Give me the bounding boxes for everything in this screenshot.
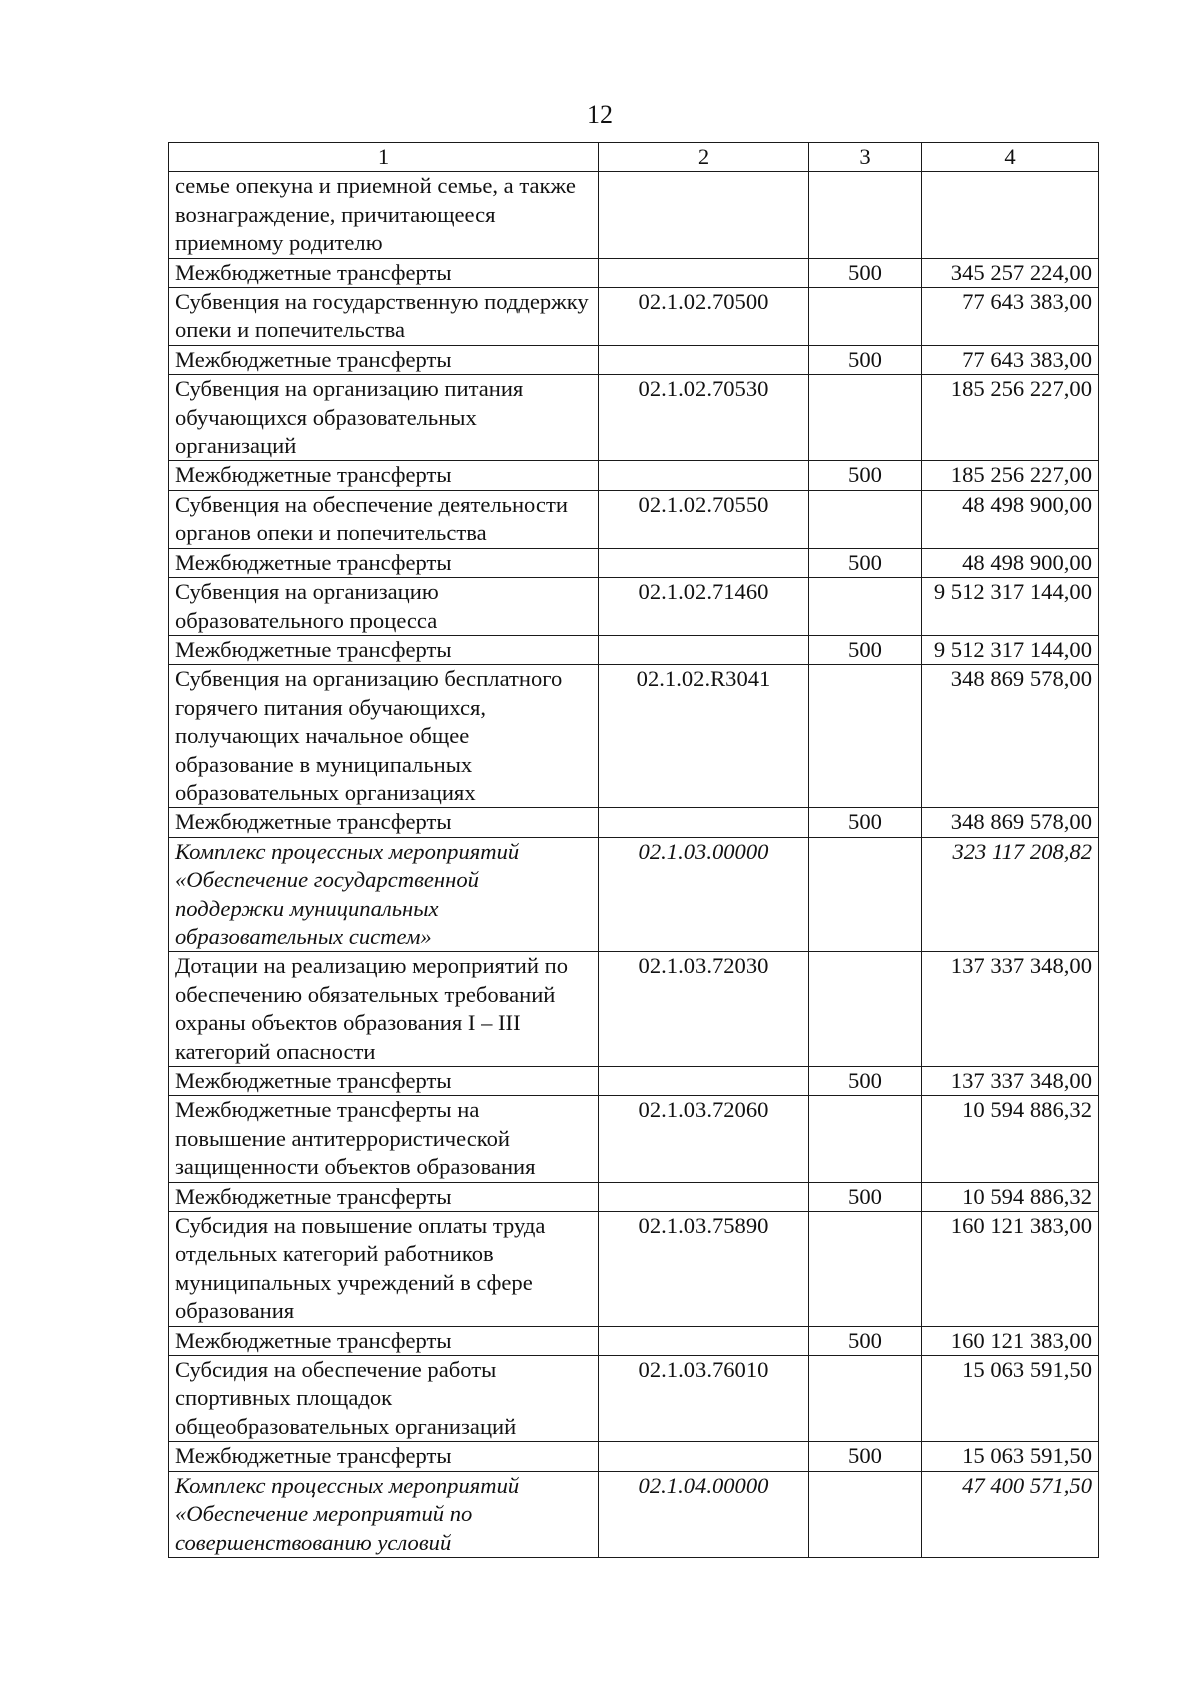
row-code-cell: 02.1.02.70500 bbox=[599, 288, 809, 346]
row-code-cell bbox=[599, 635, 809, 664]
row-type-cell bbox=[809, 490, 922, 548]
row-amount-cell: 185 256 227,00 bbox=[922, 375, 1099, 461]
row-code-cell: 02.1.03.76010 bbox=[599, 1356, 809, 1442]
budget-table bbox=[168, 142, 1099, 1558]
row-name-cell: Межбюджетные трансферты bbox=[169, 1182, 599, 1211]
row-type-cell: 500 bbox=[809, 1442, 922, 1471]
table-row bbox=[169, 837, 1099, 952]
table-row bbox=[169, 578, 1099, 636]
row-code-cell: 02.1.02.70550 bbox=[599, 490, 809, 548]
table-row bbox=[169, 375, 1099, 461]
row-code-cell: 02.1.03.72030 bbox=[599, 952, 809, 1067]
row-amount-cell: 48 498 900,00 bbox=[922, 490, 1099, 548]
row-code-cell bbox=[599, 548, 809, 577]
table-row bbox=[169, 1356, 1099, 1442]
row-type-cell bbox=[809, 837, 922, 952]
row-code-cell: 02.1.03.00000 bbox=[599, 837, 809, 952]
page-number: 12 bbox=[587, 100, 613, 129]
row-amount-cell: 15 063 591,50 bbox=[922, 1442, 1099, 1471]
row-type-cell bbox=[809, 578, 922, 636]
row-type-cell: 500 bbox=[809, 461, 922, 490]
row-amount-cell: 10 594 886,32 bbox=[922, 1096, 1099, 1182]
row-amount-cell: 77 643 383,00 bbox=[922, 288, 1099, 346]
row-name-cell: Комплекс процессных мероприятий «Обеспечение государственной поддержки муниципальных образовательных систем» bbox=[169, 837, 599, 952]
row-name-cell: Межбюджетные трансферты bbox=[169, 461, 599, 490]
row-name-cell: Субвенция на организацию питания обучающихся образовательных организаций bbox=[169, 375, 599, 461]
row-code-cell: 02.1.02.71460 bbox=[599, 578, 809, 636]
table-row bbox=[169, 808, 1099, 837]
row-amount-cell: 9 512 317 144,00 bbox=[922, 635, 1099, 664]
row-amount-cell: 47 400 571,50 bbox=[922, 1471, 1099, 1557]
table-row bbox=[169, 345, 1099, 374]
table-row bbox=[169, 461, 1099, 490]
row-type-cell: 500 bbox=[809, 808, 922, 837]
table-row bbox=[169, 1326, 1099, 1355]
row-type-cell: 500 bbox=[809, 345, 922, 374]
header-col-2: 2 bbox=[599, 143, 809, 172]
table-row bbox=[169, 1182, 1099, 1211]
row-type-cell: 500 bbox=[809, 548, 922, 577]
table-row bbox=[169, 1212, 1099, 1327]
row-name-cell: Межбюджетные трансферты bbox=[169, 1067, 599, 1096]
row-code-cell bbox=[599, 1067, 809, 1096]
row-name-cell: Межбюджетные трансферты bbox=[169, 1326, 599, 1355]
table-row bbox=[169, 490, 1099, 548]
row-type-cell bbox=[809, 172, 922, 258]
row-amount-cell: 160 121 383,00 bbox=[922, 1212, 1099, 1327]
row-name-cell: Субвенция на государственную поддержку опеки и попечительства bbox=[169, 288, 599, 346]
row-type-cell bbox=[809, 1212, 922, 1327]
row-code-cell: 02.1.03.72060 bbox=[599, 1096, 809, 1182]
row-amount-cell: 323 117 208,82 bbox=[922, 837, 1099, 952]
row-amount-cell: 48 498 900,00 bbox=[922, 548, 1099, 577]
row-code-cell: 02.1.04.00000 bbox=[599, 1471, 809, 1557]
row-type-cell bbox=[809, 952, 922, 1067]
table-row bbox=[169, 288, 1099, 346]
row-code-cell bbox=[599, 172, 809, 258]
table-row bbox=[169, 1096, 1099, 1182]
header-col-4: 4 bbox=[922, 143, 1099, 172]
row-amount-cell: 348 869 578,00 bbox=[922, 665, 1099, 808]
row-type-cell bbox=[809, 1096, 922, 1182]
row-name-cell: семье опекуна и приемной семье, а также вознаграждение, причитающееся приемному родителю bbox=[169, 172, 599, 258]
row-amount-cell: 10 594 886,32 bbox=[922, 1182, 1099, 1211]
row-amount-cell: 77 643 383,00 bbox=[922, 345, 1099, 374]
row-type-cell bbox=[809, 665, 922, 808]
row-name-cell: Субсидия на повышение оплаты труда отдельных категорий работников муниципальных учреждений в сфере образования bbox=[169, 1212, 599, 1327]
row-amount-cell: 15 063 591,50 bbox=[922, 1356, 1099, 1442]
table-row bbox=[169, 258, 1099, 287]
header-col-1: 1 bbox=[169, 143, 599, 172]
row-name-cell: Субвенция на организацию образовательного процесса bbox=[169, 578, 599, 636]
table-row bbox=[169, 952, 1099, 1067]
row-name-cell: Субсидия на обеспечение работы спортивных площадок общеобразовательных организаций bbox=[169, 1356, 599, 1442]
row-code-cell bbox=[599, 258, 809, 287]
row-name-cell: Межбюджетные трансферты bbox=[169, 258, 599, 287]
row-name-cell: Межбюджетные трансферты bbox=[169, 548, 599, 577]
table-row bbox=[169, 665, 1099, 808]
row-amount-cell: 137 337 348,00 bbox=[922, 952, 1099, 1067]
row-amount-cell: 160 121 383,00 bbox=[922, 1326, 1099, 1355]
table-row bbox=[169, 1067, 1099, 1096]
row-type-cell: 500 bbox=[809, 258, 922, 287]
row-name-cell: Межбюджетные трансферты bbox=[169, 635, 599, 664]
row-amount-cell: 9 512 317 144,00 bbox=[922, 578, 1099, 636]
row-code-cell: 02.1.02.70530 bbox=[599, 375, 809, 461]
row-name-cell: Межбюджетные трансферты bbox=[169, 345, 599, 374]
header-col-3: 3 bbox=[809, 143, 922, 172]
row-amount-cell: 345 257 224,00 bbox=[922, 258, 1099, 287]
row-name-cell: Комплекс процессных мероприятий «Обеспечение мероприятий по совершенствованию условий bbox=[169, 1471, 599, 1557]
row-amount-cell: 185 256 227,00 bbox=[922, 461, 1099, 490]
row-code-cell: 02.1.03.75890 bbox=[599, 1212, 809, 1327]
row-amount-cell: 137 337 348,00 bbox=[922, 1067, 1099, 1096]
row-code-cell bbox=[599, 1326, 809, 1355]
row-name-cell: Субвенция на организацию бесплатного горячего питания обучающихся, получающих начальное общее образование в муниципальных образовательных организациях bbox=[169, 665, 599, 808]
row-type-cell: 500 bbox=[809, 1182, 922, 1211]
row-type-cell: 500 bbox=[809, 635, 922, 664]
row-code-cell bbox=[599, 1182, 809, 1211]
row-code-cell bbox=[599, 1442, 809, 1471]
table-row bbox=[169, 172, 1099, 258]
row-type-cell: 500 bbox=[809, 1067, 922, 1096]
row-code-cell bbox=[599, 461, 809, 490]
row-type-cell bbox=[809, 1356, 922, 1442]
table-row bbox=[169, 548, 1099, 577]
row-code-cell bbox=[599, 345, 809, 374]
table-header-row bbox=[169, 143, 1099, 172]
row-name-cell: Дотации на реализацию мероприятий по обеспечению обязательных требований охраны объектов образования I – III категорий опасности bbox=[169, 952, 599, 1067]
table-row bbox=[169, 635, 1099, 664]
row-type-cell bbox=[809, 375, 922, 461]
table-row bbox=[169, 1471, 1099, 1557]
row-code-cell bbox=[599, 808, 809, 837]
budget-table-body bbox=[169, 143, 1099, 1558]
row-type-cell bbox=[809, 1471, 922, 1557]
row-name-cell: Межбюджетные трансферты bbox=[169, 808, 599, 837]
row-name-cell: Субвенция на обеспечение деятельности органов опеки и попечительства bbox=[169, 490, 599, 548]
row-amount-cell bbox=[922, 172, 1099, 258]
table-row bbox=[169, 1442, 1099, 1471]
row-amount-cell: 348 869 578,00 bbox=[922, 808, 1099, 837]
row-type-cell: 500 bbox=[809, 1326, 922, 1355]
row-type-cell bbox=[809, 288, 922, 346]
row-code-cell: 02.1.02.R3041 bbox=[599, 665, 809, 808]
row-name-cell: Межбюджетные трансферты на повышение антитеррористической защищенности объектов образования bbox=[169, 1096, 599, 1182]
row-name-cell: Межбюджетные трансферты bbox=[169, 1442, 599, 1471]
